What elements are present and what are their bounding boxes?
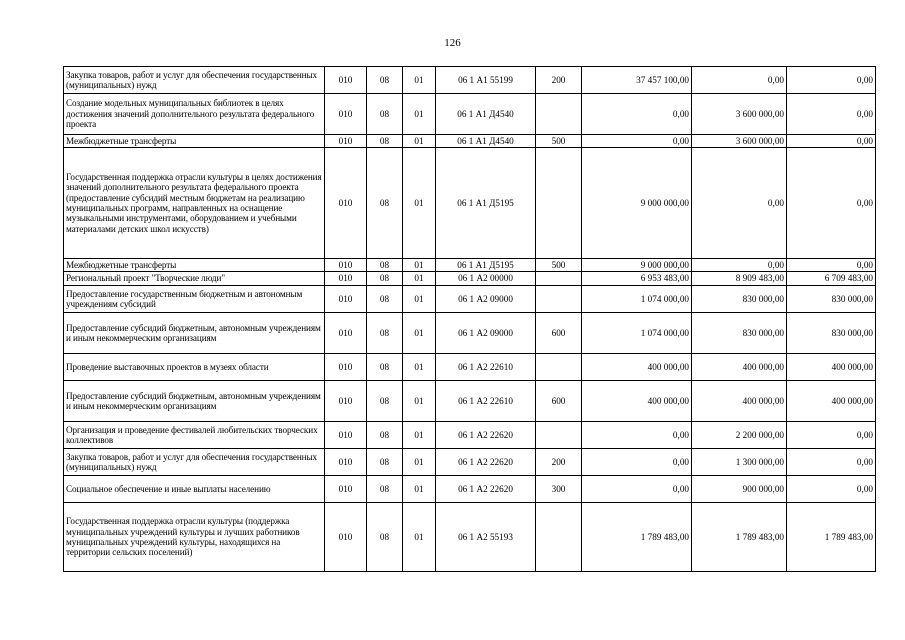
row-amount-year1-cell: 0,00 <box>582 422 692 449</box>
row-amount-year3-cell: 0,00 <box>787 476 876 503</box>
table-row <box>64 94 876 135</box>
table-row <box>64 449 876 476</box>
row-amount-year3-cell: 0,00 <box>787 135 876 148</box>
row-target-article-cell: 06 1 А2 55193 <box>436 503 536 572</box>
row-grbs-cell: 010 <box>325 67 367 94</box>
table-row <box>64 422 876 449</box>
row-subsection-cell: 01 <box>403 148 436 259</box>
row-expense-type-cell <box>536 148 582 259</box>
row-amount-year1-cell: 0,00 <box>582 476 692 503</box>
row-grbs-cell: 010 <box>325 272 367 286</box>
row-amount-year1-cell: 1 789 483,00 <box>582 503 692 572</box>
row-name-cell: Региональный проект "Творческие люди" <box>64 272 325 286</box>
row-amount-year2-cell: 900 000,00 <box>692 476 787 503</box>
row-target-article-cell: 06 1 А2 09000 <box>436 286 536 313</box>
row-amount-year1-cell: 400 000,00 <box>582 381 692 422</box>
row-name-cell: Межбюджетные трансферты <box>64 135 325 148</box>
row-subsection-cell: 01 <box>403 135 436 148</box>
row-name-cell: Государственная поддержка отрасли культуры (поддержка муниципальных учреждений культуры и лучших работников муниципальных учреждений культуры, находящихся на территории сельских поселений) <box>64 503 325 572</box>
row-amount-year3-cell: 0,00 <box>787 67 876 94</box>
row-grbs-cell: 010 <box>325 476 367 503</box>
row-name-cell: Государственная поддержка отрасли культуры в целях достижения значений дополнительного результата федерального проекта (предоставление субсидий местным бюджетам на реализацию муниципальных программ, направленных на оснащение музыкальными инструментами, оборудованием и учебными материалами детских школ искусств) <box>64 148 325 259</box>
row-name-cell: Закупка товаров, работ и услуг для обеспечения государственных (муниципальных) нужд <box>64 67 325 94</box>
row-name-cell: Предоставление субсидий бюджетным, автономным учреждениям и иным некоммерческим организациям <box>64 381 325 422</box>
row-amount-year1-cell: 9 000 000,00 <box>582 259 692 272</box>
row-target-article-cell: 06 1 А2 22620 <box>436 449 536 476</box>
row-subsection-cell: 01 <box>403 422 436 449</box>
row-subsection-cell: 01 <box>403 272 436 286</box>
row-target-article-cell: 06 1 А1 Д4540 <box>436 94 536 135</box>
row-target-article-cell: 06 1 А1 Д5195 <box>436 148 536 259</box>
row-subsection-cell: 01 <box>403 449 436 476</box>
row-grbs-cell: 010 <box>325 354 367 381</box>
row-name-cell: Предоставление государственным бюджетным и автономным учреждениям субсидий <box>64 286 325 313</box>
row-section-cell: 08 <box>367 286 403 313</box>
row-amount-year2-cell: 2 200 000,00 <box>692 422 787 449</box>
row-expense-type-cell: 200 <box>536 449 582 476</box>
row-subsection-cell: 01 <box>403 313 436 354</box>
row-subsection-cell: 01 <box>403 381 436 422</box>
row-name-cell: Предоставление субсидий бюджетным, автономным учреждениям и иным некоммерческим организациям <box>64 313 325 354</box>
row-amount-year2-cell: 0,00 <box>692 259 787 272</box>
row-subsection-cell: 01 <box>403 476 436 503</box>
table-row <box>64 135 876 148</box>
row-expense-type-cell: 600 <box>536 381 582 422</box>
row-expense-type-cell: 500 <box>536 259 582 272</box>
row-target-article-cell: 06 1 А2 00000 <box>436 272 536 286</box>
row-amount-year3-cell: 0,00 <box>787 259 876 272</box>
row-amount-year3-cell: 0,00 <box>787 94 876 135</box>
row-amount-year1-cell: 0,00 <box>582 135 692 148</box>
row-section-cell: 08 <box>367 449 403 476</box>
row-target-article-cell: 06 1 А2 22610 <box>436 381 536 422</box>
row-target-article-cell: 06 1 А1 55199 <box>436 67 536 94</box>
row-section-cell: 08 <box>367 148 403 259</box>
row-amount-year2-cell: 830 000,00 <box>692 313 787 354</box>
row-amount-year3-cell: 400 000,00 <box>787 354 876 381</box>
row-subsection-cell: 01 <box>403 67 436 94</box>
row-section-cell: 08 <box>367 354 403 381</box>
row-subsection-cell: 01 <box>403 503 436 572</box>
row-expense-type-cell <box>536 94 582 135</box>
row-section-cell: 08 <box>367 381 403 422</box>
row-amount-year2-cell: 8 909 483,00 <box>692 272 787 286</box>
row-subsection-cell: 01 <box>403 286 436 313</box>
row-name-cell: Создание модельных муниципальных библиотек в целях достижения значений дополнительного результата федерального проекта <box>64 94 325 135</box>
row-name-cell: Проведение выставочных проектов в музеях области <box>64 354 325 381</box>
row-expense-type-cell: 300 <box>536 476 582 503</box>
row-target-article-cell: 06 1 А2 22620 <box>436 476 536 503</box>
budget-table <box>63 66 876 572</box>
row-amount-year2-cell: 400 000,00 <box>692 381 787 422</box>
table-row <box>64 259 876 272</box>
row-subsection-cell: 01 <box>403 259 436 272</box>
row-subsection-cell: 01 <box>403 94 436 135</box>
budget-table-body <box>64 67 876 572</box>
row-expense-type-cell <box>536 354 582 381</box>
row-grbs-cell: 010 <box>325 381 367 422</box>
row-section-cell: 08 <box>367 272 403 286</box>
row-target-article-cell: 06 1 А2 09000 <box>436 313 536 354</box>
row-subsection-cell: 01 <box>403 354 436 381</box>
row-amount-year1-cell: 0,00 <box>582 449 692 476</box>
row-section-cell: 08 <box>367 67 403 94</box>
row-amount-year3-cell: 1 789 483,00 <box>787 503 876 572</box>
row-grbs-cell: 010 <box>325 422 367 449</box>
row-target-article-cell: 06 1 А1 Д5195 <box>436 259 536 272</box>
row-section-cell: 08 <box>367 94 403 135</box>
table-row <box>64 272 876 286</box>
row-grbs-cell: 010 <box>325 449 367 476</box>
table-row <box>64 476 876 503</box>
row-amount-year2-cell: 1 300 000,00 <box>692 449 787 476</box>
row-amount-year2-cell: 3 600 000,00 <box>692 135 787 148</box>
row-expense-type-cell: 200 <box>536 67 582 94</box>
row-amount-year2-cell: 1 789 483,00 <box>692 503 787 572</box>
row-grbs-cell: 010 <box>325 503 367 572</box>
row-expense-type-cell <box>536 272 582 286</box>
row-amount-year1-cell: 400 000,00 <box>582 354 692 381</box>
row-section-cell: 08 <box>367 476 403 503</box>
row-expense-type-cell <box>536 286 582 313</box>
row-expense-type-cell <box>536 422 582 449</box>
table-row <box>64 313 876 354</box>
row-amount-year3-cell: 830 000,00 <box>787 286 876 313</box>
row-grbs-cell: 010 <box>325 286 367 313</box>
row-expense-type-cell: 600 <box>536 313 582 354</box>
table-row <box>64 503 876 572</box>
row-section-cell: 08 <box>367 135 403 148</box>
table-row <box>64 148 876 259</box>
row-amount-year2-cell: 0,00 <box>692 67 787 94</box>
row-amount-year3-cell: 0,00 <box>787 422 876 449</box>
row-amount-year2-cell: 400 000,00 <box>692 354 787 381</box>
row-target-article-cell: 06 1 А2 22610 <box>436 354 536 381</box>
row-grbs-cell: 010 <box>325 135 367 148</box>
row-amount-year1-cell: 0,00 <box>582 94 692 135</box>
row-expense-type-cell <box>536 503 582 572</box>
row-amount-year3-cell: 0,00 <box>787 449 876 476</box>
row-amount-year3-cell: 0,00 <box>787 148 876 259</box>
table-row <box>64 286 876 313</box>
row-name-cell: Межбюджетные трансферты <box>64 259 325 272</box>
row-amount-year1-cell: 1 074 000,00 <box>582 286 692 313</box>
row-section-cell: 08 <box>367 313 403 354</box>
row-amount-year2-cell: 830 000,00 <box>692 286 787 313</box>
table-row <box>64 354 876 381</box>
row-target-article-cell: 06 1 А1 Д4540 <box>436 135 536 148</box>
row-grbs-cell: 010 <box>325 313 367 354</box>
row-amount-year3-cell: 6 709 483,00 <box>787 272 876 286</box>
row-amount-year2-cell: 0,00 <box>692 148 787 259</box>
row-section-cell: 08 <box>367 259 403 272</box>
row-amount-year1-cell: 6 953 483,00 <box>582 272 692 286</box>
row-grbs-cell: 010 <box>325 94 367 135</box>
row-amount-year2-cell: 3 600 000,00 <box>692 94 787 135</box>
row-amount-year3-cell: 400 000,00 <box>787 381 876 422</box>
row-amount-year1-cell: 9 000 000,00 <box>582 148 692 259</box>
row-section-cell: 08 <box>367 503 403 572</box>
row-target-article-cell: 06 1 А2 22620 <box>436 422 536 449</box>
page-number: 126 <box>444 37 461 49</box>
row-name-cell: Закупка товаров, работ и услуг для обеспечения государственных (муниципальных) нужд <box>64 449 325 476</box>
row-amount-year1-cell: 37 457 100,00 <box>582 67 692 94</box>
table-row <box>64 381 876 422</box>
row-grbs-cell: 010 <box>325 148 367 259</box>
row-amount-year1-cell: 1 074 000,00 <box>582 313 692 354</box>
row-name-cell: Организация и проведение фестивалей любительских творческих коллективов <box>64 422 325 449</box>
row-name-cell: Социальное обеспечение и иные выплаты населению <box>64 476 325 503</box>
row-expense-type-cell: 500 <box>536 135 582 148</box>
row-section-cell: 08 <box>367 422 403 449</box>
row-grbs-cell: 010 <box>325 259 367 272</box>
table-row <box>64 67 876 94</box>
row-amount-year3-cell: 830 000,00 <box>787 313 876 354</box>
